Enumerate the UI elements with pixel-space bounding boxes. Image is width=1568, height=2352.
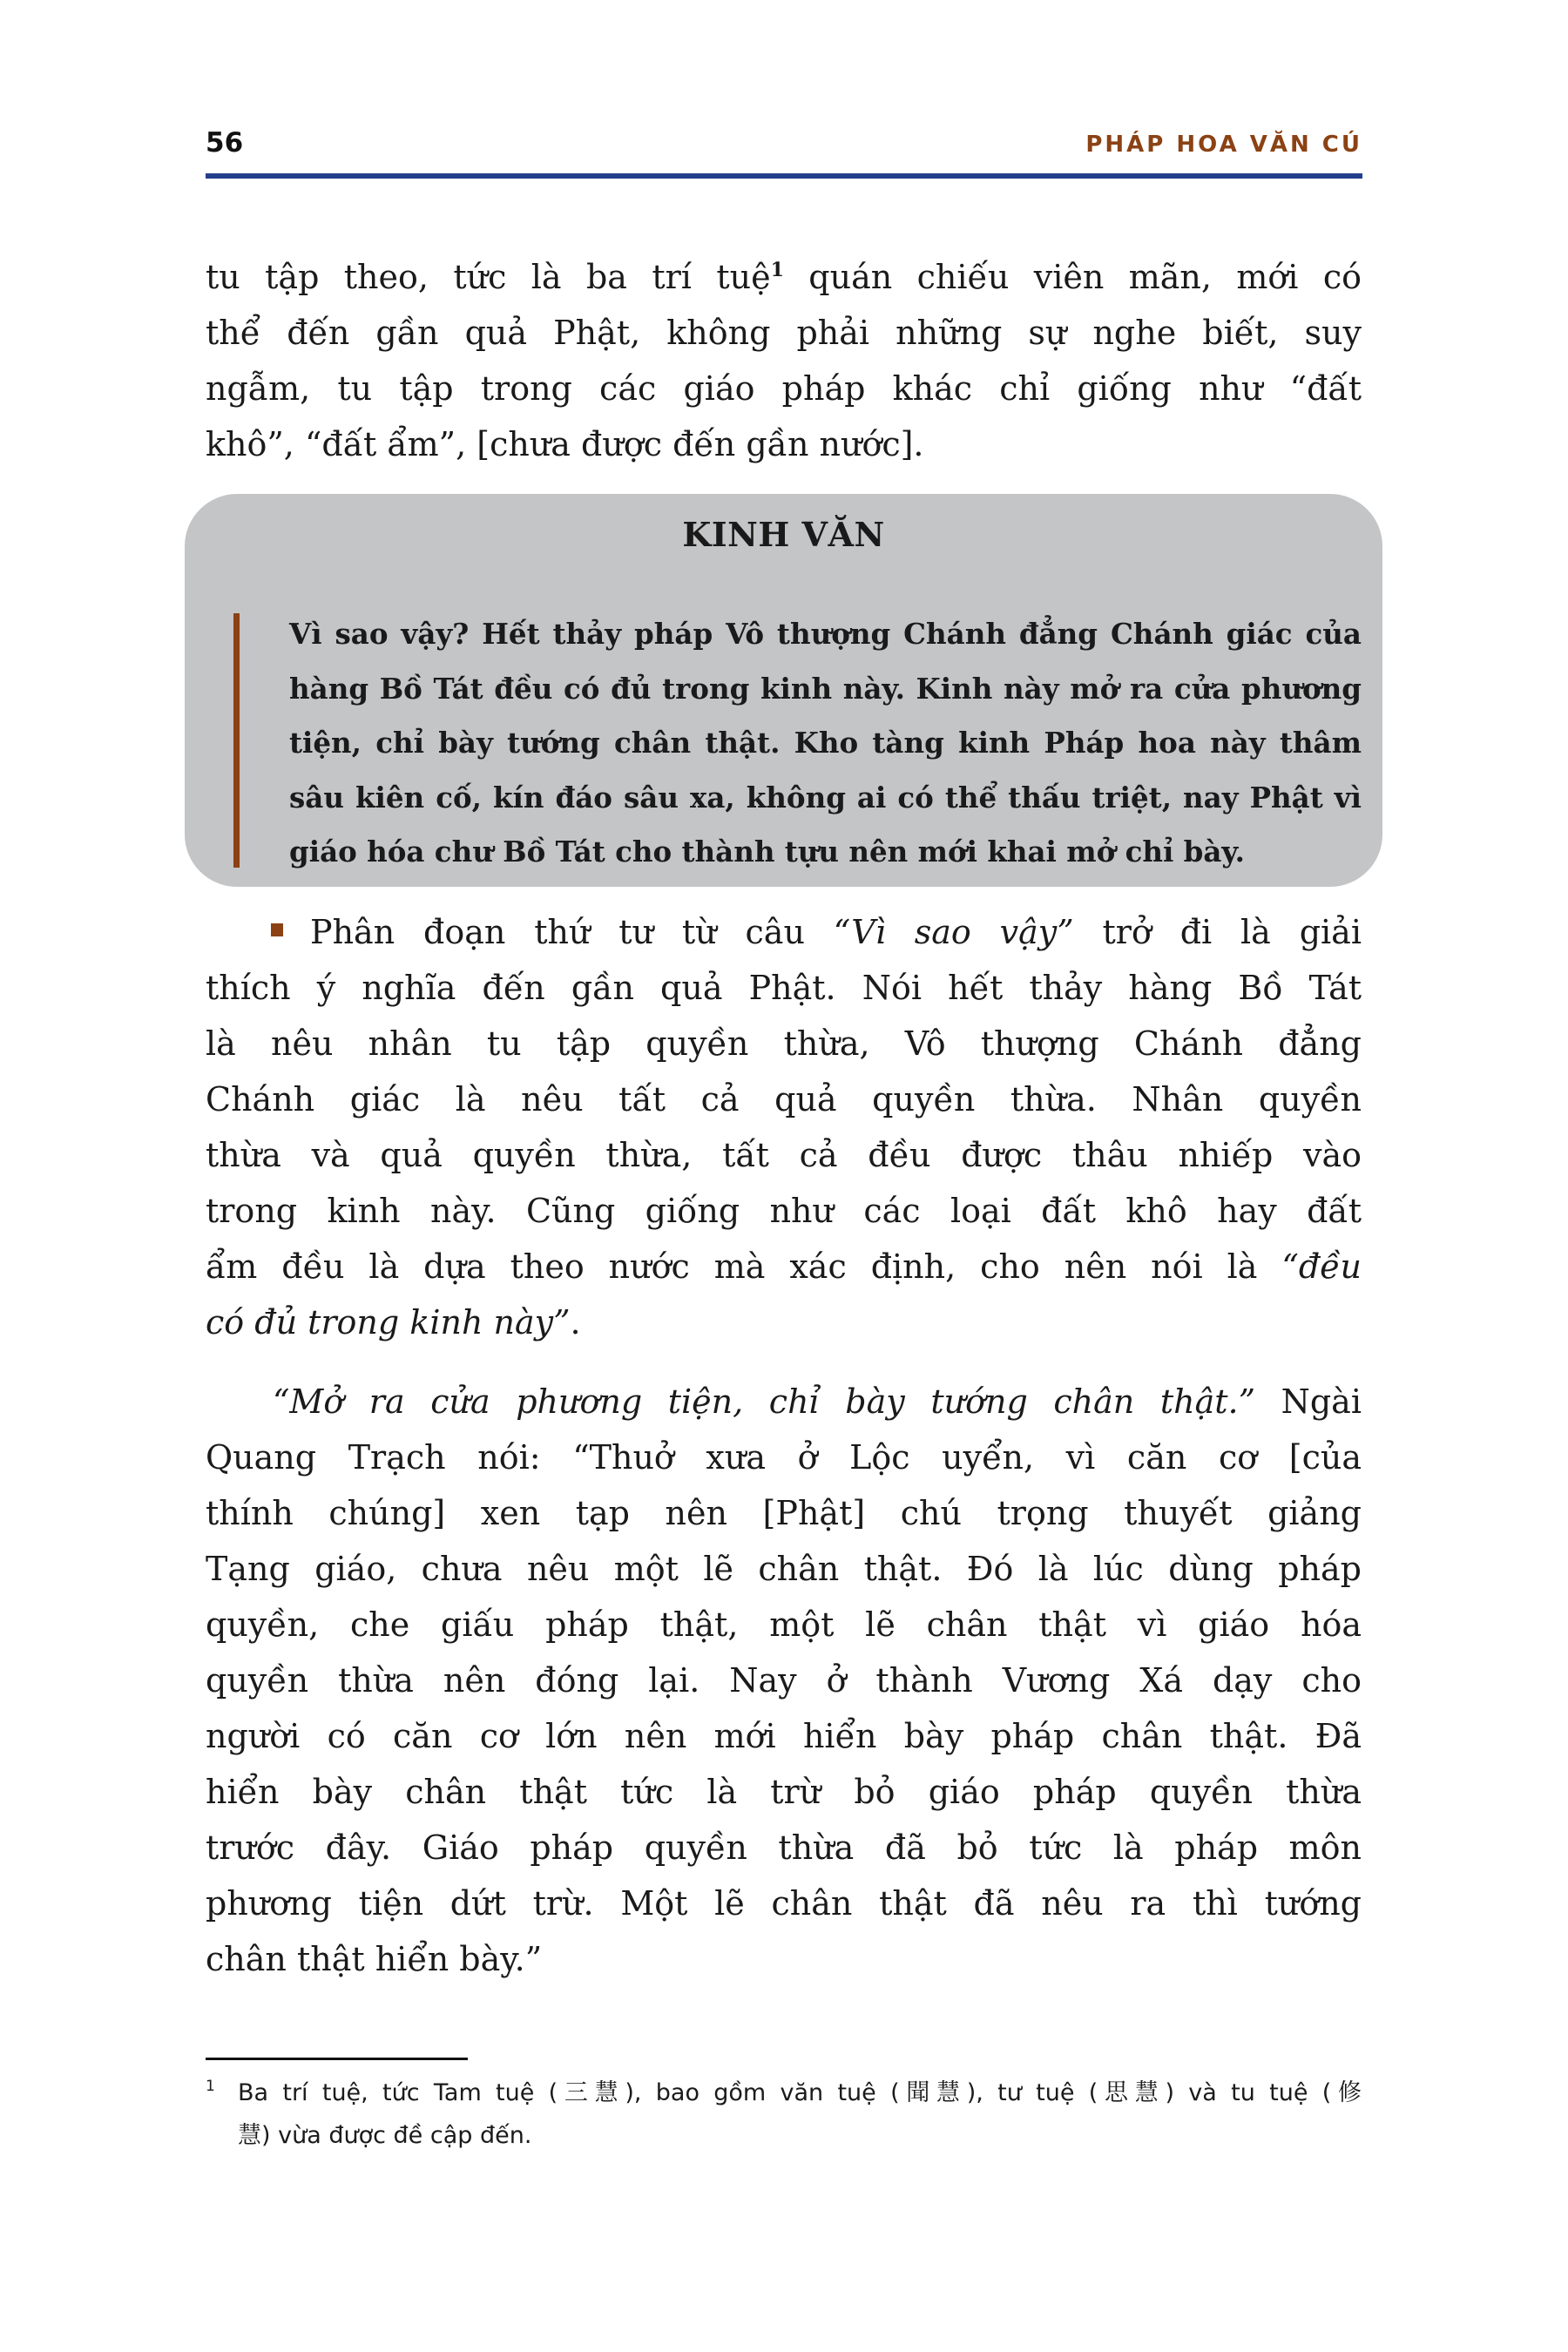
text-line: là nêu nhân tu tập quyền thừa, Vô thượng Chánh đẳng bbox=[206, 1024, 1362, 1063]
text-line: thính chúng] xen tạp nên [Phật] chú trọng thuyết giảng bbox=[206, 1494, 1362, 1532]
text-line: Quang Trạch nói: “Thuở xưa ở Lộc uyển, vì căn cơ [của bbox=[206, 1438, 1362, 1477]
footnote-line bbox=[206, 2114, 1362, 2157]
italic-quote: “đều bbox=[1281, 1247, 1362, 1286]
text-run: trở đi là giải bbox=[1073, 913, 1362, 951]
text-line bbox=[206, 904, 1362, 960]
text-run: Ba trí tuệ, tức Tam tuệ (三慧), bao gồm văn tuệ (聞慧), tư tuệ (思慧) và tu tuệ (修 bbox=[238, 2079, 1362, 2106]
paragraph-3 bbox=[206, 1374, 1362, 1987]
text-line: quyền thừa nên đóng lại. Nay ở thành Vương Xá dạy cho bbox=[206, 1661, 1362, 1700]
quote-bar bbox=[233, 613, 240, 868]
text-line bbox=[206, 249, 1362, 305]
scripture-text bbox=[289, 607, 1362, 880]
text-line: trong kinh này. Cũng giống như các loại đất khô hay đất bbox=[206, 1192, 1362, 1230]
text-line: quyền, che giấu pháp thật, một lẽ chân thật vì giáo hóa bbox=[206, 1605, 1362, 1644]
text-line: ngẫm, tu tập trong các giáo pháp khác chỉ giống như “đất bbox=[206, 369, 1362, 408]
text-line: hiển bày chân thật tức là trừ bỏ giáo pháp quyền thừa bbox=[206, 1773, 1362, 1811]
text-line bbox=[206, 1239, 1362, 1294]
text-line: khô”, “đất ẩm”, [chưa được đến gần nước]. bbox=[206, 425, 924, 463]
square-bullet-icon bbox=[271, 923, 283, 936]
text-line bbox=[206, 1374, 1362, 1429]
text-run: Ngài bbox=[1255, 1382, 1362, 1421]
scripture-box bbox=[185, 494, 1382, 887]
text-line: Vì sao vậy? Hết thảy pháp Vô thượng Chánh đẳng Chánh giác của bbox=[289, 617, 1362, 651]
scripture-heading: KINH VĂN bbox=[682, 515, 885, 554]
text-line: trước đây. Giáo pháp quyền thừa đã bỏ tức là pháp môn bbox=[206, 1828, 1362, 1867]
footnote-reference[interactable]: 1 bbox=[770, 259, 784, 281]
text-line: Tạng giáo, chưa nêu một lẽ chân thật. Đó là lúc dùng pháp bbox=[206, 1550, 1362, 1588]
text-line bbox=[206, 1294, 1362, 1350]
footnote-line: 1 Ba trí tuệ, tức Tam tuệ (三慧), bao gồm văn tuệ (聞慧), tư tuệ (思慧) và tu tuệ (修 bbox=[206, 2078, 1362, 2106]
text-line: tiện, chỉ bày tướng chân thật. Kho tàng kinh Pháp hoa này thâm bbox=[289, 726, 1362, 760]
text-line: thể đến gần quả Phật, không phải những sự nghe biết, suy bbox=[206, 314, 1362, 352]
text-line: chân thật hiển bày.” bbox=[206, 1940, 543, 1978]
running-title: PHÁP HOA VĂN CÚ bbox=[1085, 132, 1362, 158]
text-run: ẩm đều là dựa theo nước mà xác định, cho nên nói là bbox=[206, 1247, 1282, 1286]
text-line: người có căn cơ lớn nên mới hiển bày pháp chân thật. Đã bbox=[206, 1717, 1362, 1755]
text-line: thích ý nghĩa đến gần quả Phật. Nói hết thảy hàng Bồ Tát bbox=[206, 969, 1362, 1007]
text-run: . bbox=[570, 1303, 581, 1342]
text-run: tu tập theo, tức là ba trí tuệ bbox=[206, 258, 771, 296]
italic-quote: “Vì sao vậy” bbox=[833, 913, 1074, 951]
text-run: quán chiếu viên mãn, mới có bbox=[783, 258, 1362, 296]
text-line: giáo hóa chư Bồ Tát cho thành tựu nên mới khai mở chỉ bày. bbox=[289, 835, 1245, 868]
text-run: Phân đoạn thứ tư từ câu bbox=[310, 913, 834, 951]
text-line: Chánh giác là nêu tất cả quả quyền thừa. Nhân quyền bbox=[206, 1080, 1362, 1119]
text-line: sâu kiên cố, kín đáo sâu xa, không ai có thể thấu triệt, nay Phật vì bbox=[289, 780, 1362, 814]
footnote bbox=[206, 2072, 1362, 2157]
footnote-rule bbox=[206, 2058, 468, 2060]
header-rule bbox=[206, 173, 1362, 179]
text-run: 慧) vừa được đề cập đến. bbox=[238, 2122, 532, 2149]
italic-quote: có đủ trong kinh này” bbox=[206, 1303, 571, 1342]
text-line: hàng Bồ Tát đều có đủ trong kinh này. Kinh này mở ra cửa phương bbox=[289, 671, 1362, 706]
text-line: thừa và quả quyền thừa, tất cả đều được thâu nhiếp vào bbox=[206, 1136, 1362, 1174]
paragraph-2 bbox=[206, 904, 1362, 1350]
italic-quote: “Mở ra cửa phương tiện, chỉ bày tướng chân thật.” bbox=[273, 1382, 1256, 1421]
page-number: 56 bbox=[206, 127, 244, 159]
paragraph-1 bbox=[206, 249, 1362, 472]
text-line: phương tiện dứt trừ. Một lẽ chân thật đã nêu ra thì tướng bbox=[206, 1884, 1362, 1923]
